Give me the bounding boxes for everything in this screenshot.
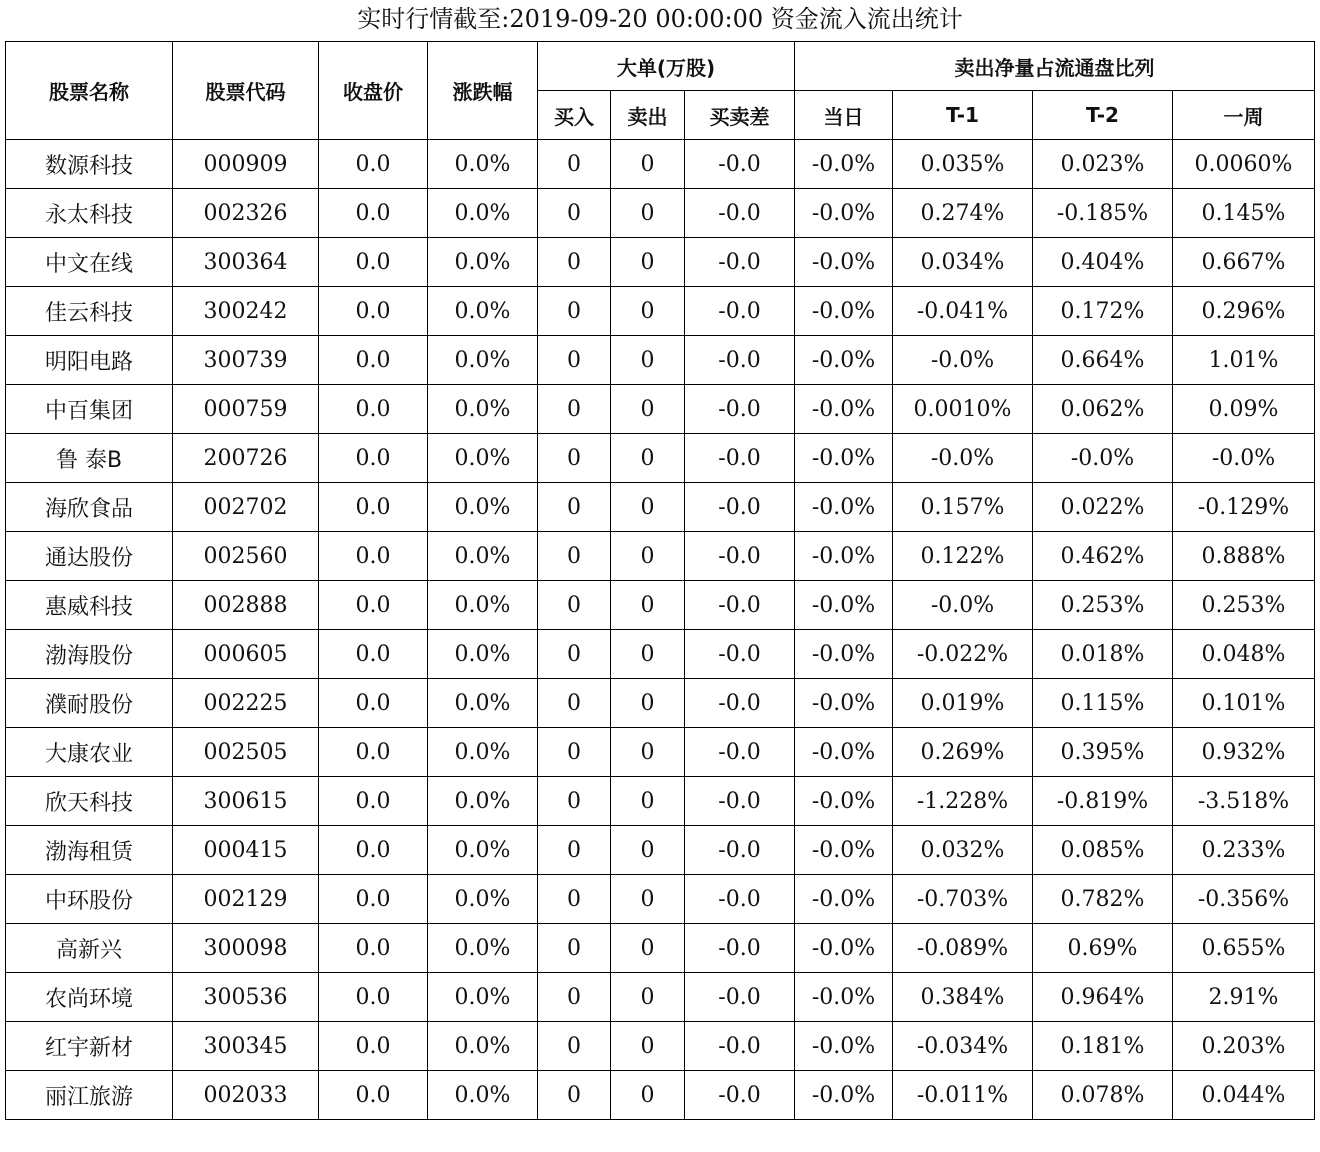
ratio-today: -0.0% xyxy=(795,336,893,385)
ratio-week: 0.048% xyxy=(1173,630,1315,679)
ratio-t2: 0.062% xyxy=(1033,385,1173,434)
stock-code-link[interactable]: 002505 xyxy=(173,728,319,777)
ratio-week: 0.101% xyxy=(1173,679,1315,728)
stock-code-link[interactable]: 300615 xyxy=(173,777,319,826)
stock-code-link[interactable]: 300739 xyxy=(173,336,319,385)
change-pct: 0.0% xyxy=(428,924,538,973)
change-pct: 0.0% xyxy=(428,630,538,679)
table-row xyxy=(6,826,1315,875)
change-pct: 0.0% xyxy=(428,483,538,532)
change-pct: 0.0% xyxy=(428,189,538,238)
stock-code-link[interactable]: 300098 xyxy=(173,924,319,973)
ratio-today: -0.0% xyxy=(795,581,893,630)
ratio-today: -0.0% xyxy=(795,777,893,826)
ratio-today: -0.0% xyxy=(795,973,893,1022)
big-order-buy: 0 xyxy=(538,630,611,679)
ratio-t1: -0.089% xyxy=(893,924,1033,973)
big-order-diff: -0.0 xyxy=(685,875,795,924)
close-price: 0.0 xyxy=(319,924,428,973)
big-order-sell: 0 xyxy=(611,875,685,924)
ratio-t1: 0.032% xyxy=(893,826,1033,875)
big-order-diff: -0.0 xyxy=(685,679,795,728)
stock-name-link[interactable]: 惠威科技 xyxy=(6,581,173,630)
big-order-buy: 0 xyxy=(538,434,611,483)
stock-name-link[interactable]: 红宇新材 xyxy=(6,1022,173,1071)
change-pct: 0.0% xyxy=(428,287,538,336)
ratio-t1: -0.011% xyxy=(893,1071,1033,1120)
big-order-diff: -0.0 xyxy=(685,287,795,336)
table-row xyxy=(6,1071,1315,1120)
change-pct: 0.0% xyxy=(428,434,538,483)
stock-name-link[interactable]: 通达股份 xyxy=(6,532,173,581)
ratio-t1: -0.034% xyxy=(893,1022,1033,1071)
stock-code-link[interactable]: 002560 xyxy=(173,532,319,581)
big-order-diff: -0.0 xyxy=(685,532,795,581)
table-row xyxy=(6,140,1315,189)
stock-name-link[interactable]: 中文在线 xyxy=(6,238,173,287)
big-order-diff: -0.0 xyxy=(685,238,795,287)
big-order-sell: 0 xyxy=(611,581,685,630)
ratio-week: 0.655% xyxy=(1173,924,1315,973)
big-order-diff: -0.0 xyxy=(685,924,795,973)
ratio-t2: 0.395% xyxy=(1033,728,1173,777)
ratio-t2: 0.022% xyxy=(1033,483,1173,532)
ratio-week: 0.203% xyxy=(1173,1022,1315,1071)
stock-code-link[interactable]: 300242 xyxy=(173,287,319,336)
stock-name-link[interactable]: 渤海股份 xyxy=(6,630,173,679)
big-order-buy: 0 xyxy=(538,826,611,875)
ratio-t1: 0.274% xyxy=(893,189,1033,238)
big-order-buy: 0 xyxy=(538,287,611,336)
ratio-t2: -0.819% xyxy=(1033,777,1173,826)
ratio-t2: 0.253% xyxy=(1033,581,1173,630)
ratio-t1: -0.0% xyxy=(893,581,1033,630)
big-order-diff: -0.0 xyxy=(685,581,795,630)
ratio-t1: 0.0010% xyxy=(893,385,1033,434)
stock-name-link[interactable]: 大康农业 xyxy=(6,728,173,777)
ratio-week: 1.01% xyxy=(1173,336,1315,385)
big-order-buy: 0 xyxy=(538,973,611,1022)
change-pct: 0.0% xyxy=(428,973,538,1022)
stock-code-link[interactable]: 300345 xyxy=(173,1022,319,1071)
stock-name-link[interactable]: 丽江旅游 xyxy=(6,1071,173,1120)
stock-code-link[interactable]: 300364 xyxy=(173,238,319,287)
close-price: 0.0 xyxy=(319,287,428,336)
ratio-today: -0.0% xyxy=(795,434,893,483)
ratio-t1: 0.384% xyxy=(893,973,1033,1022)
stock-name-link[interactable]: 农尚环境 xyxy=(6,973,173,1022)
big-order-sell: 0 xyxy=(611,189,685,238)
ratio-week: 0.233% xyxy=(1173,826,1315,875)
ratio-t1: -0.041% xyxy=(893,287,1033,336)
change-pct: 0.0% xyxy=(428,679,538,728)
close-price: 0.0 xyxy=(319,1071,428,1120)
table-row xyxy=(6,728,1315,777)
big-order-sell: 0 xyxy=(611,238,685,287)
ratio-t2: 0.172% xyxy=(1033,287,1173,336)
col-header-diff: 买卖差 xyxy=(685,91,795,140)
ratio-week: 0.0060% xyxy=(1173,140,1315,189)
stock-code-link[interactable]: 002129 xyxy=(173,875,319,924)
close-price: 0.0 xyxy=(319,1022,428,1071)
big-order-diff: -0.0 xyxy=(685,483,795,532)
table-row xyxy=(6,630,1315,679)
ratio-week: 0.09% xyxy=(1173,385,1315,434)
big-order-diff: -0.0 xyxy=(685,1071,795,1120)
change-pct: 0.0% xyxy=(428,385,538,434)
change-pct: 0.0% xyxy=(428,1022,538,1071)
big-order-sell: 0 xyxy=(611,826,685,875)
change-pct: 0.0% xyxy=(428,238,538,287)
ratio-today: -0.0% xyxy=(795,238,893,287)
ratio-today: -0.0% xyxy=(795,630,893,679)
ratio-week: 0.145% xyxy=(1173,189,1315,238)
change-pct: 0.0% xyxy=(428,875,538,924)
stock-code-link[interactable]: 000415 xyxy=(173,826,319,875)
ratio-t1: -0.0% xyxy=(893,434,1033,483)
ratio-today: -0.0% xyxy=(795,875,893,924)
stock-code-link[interactable]: 002702 xyxy=(173,483,319,532)
big-order-sell: 0 xyxy=(611,973,685,1022)
ratio-t2: 0.69% xyxy=(1033,924,1173,973)
close-price: 0.0 xyxy=(319,973,428,1022)
close-price: 0.0 xyxy=(319,336,428,385)
ratio-today: -0.0% xyxy=(795,385,893,434)
ratio-week: -3.518% xyxy=(1173,777,1315,826)
ratio-t2: 0.462% xyxy=(1033,532,1173,581)
ratio-t1: 0.034% xyxy=(893,238,1033,287)
ratio-week: -0.356% xyxy=(1173,875,1315,924)
big-order-diff: -0.0 xyxy=(685,336,795,385)
table-row xyxy=(6,336,1315,385)
table-row xyxy=(6,875,1315,924)
table-row xyxy=(6,287,1315,336)
change-pct: 0.0% xyxy=(428,140,538,189)
big-order-buy: 0 xyxy=(538,483,611,532)
ratio-t2: 0.115% xyxy=(1033,679,1173,728)
big-order-sell: 0 xyxy=(611,679,685,728)
ratio-today: -0.0% xyxy=(795,679,893,728)
big-order-buy: 0 xyxy=(538,532,611,581)
change-pct: 0.0% xyxy=(428,336,538,385)
ratio-t2: 0.078% xyxy=(1033,1071,1173,1120)
big-order-diff: -0.0 xyxy=(685,826,795,875)
stock-code-link[interactable]: 000605 xyxy=(173,630,319,679)
ratio-t2: 0.181% xyxy=(1033,1022,1173,1071)
col-header-close: 收盘价 xyxy=(319,42,428,140)
ratio-week: -0.129% xyxy=(1173,483,1315,532)
stock-name-link[interactable]: 高新兴 xyxy=(6,924,173,973)
fund-flow-table xyxy=(5,41,1315,1120)
col-header-change: 涨跌幅 xyxy=(428,42,538,140)
ratio-t2: -0.185% xyxy=(1033,189,1173,238)
stock-code-link[interactable]: 200726 xyxy=(173,434,319,483)
ratio-week: 0.253% xyxy=(1173,581,1315,630)
stock-code-link[interactable]: 002225 xyxy=(173,679,319,728)
big-order-buy: 0 xyxy=(538,140,611,189)
ratio-week: 0.888% xyxy=(1173,532,1315,581)
big-order-buy: 0 xyxy=(538,679,611,728)
table-row xyxy=(6,581,1315,630)
stock-name-link[interactable]: 中环股份 xyxy=(6,875,173,924)
big-order-sell: 0 xyxy=(611,287,685,336)
ratio-t2: 0.404% xyxy=(1033,238,1173,287)
stock-code-link[interactable]: 300536 xyxy=(173,973,319,1022)
ratio-t2: -0.0% xyxy=(1033,434,1173,483)
big-order-sell: 0 xyxy=(611,532,685,581)
big-order-diff: -0.0 xyxy=(685,973,795,1022)
close-price: 0.0 xyxy=(319,581,428,630)
big-order-buy: 0 xyxy=(538,728,611,777)
big-order-sell: 0 xyxy=(611,140,685,189)
ratio-t2: 0.018% xyxy=(1033,630,1173,679)
big-order-diff: -0.0 xyxy=(685,728,795,777)
ratio-week: 2.91% xyxy=(1173,973,1315,1022)
big-order-buy: 0 xyxy=(538,875,611,924)
col-header-name: 股票名称 xyxy=(6,42,173,140)
change-pct: 0.0% xyxy=(428,728,538,777)
ratio-t2: 0.782% xyxy=(1033,875,1173,924)
close-price: 0.0 xyxy=(319,875,428,924)
ratio-week: -0.0% xyxy=(1173,434,1315,483)
stock-code-link[interactable]: 002033 xyxy=(173,1071,319,1120)
stock-name-link[interactable]: 海欣食品 xyxy=(6,483,173,532)
table-row xyxy=(6,385,1315,434)
table-row xyxy=(6,973,1315,1022)
ratio-today: -0.0% xyxy=(795,140,893,189)
table-row xyxy=(6,434,1315,483)
big-order-diff: -0.0 xyxy=(685,1022,795,1071)
ratio-today: -0.0% xyxy=(795,826,893,875)
stock-code-link[interactable]: 000909 xyxy=(173,140,319,189)
close-price: 0.0 xyxy=(319,434,428,483)
ratio-today: -0.0% xyxy=(795,287,893,336)
col-header-t2: T-2 xyxy=(1033,91,1173,140)
ratio-today: -0.0% xyxy=(795,924,893,973)
big-order-buy: 0 xyxy=(538,1071,611,1120)
ratio-t1: -0.0% xyxy=(893,336,1033,385)
big-order-buy: 0 xyxy=(538,238,611,287)
stock-code-link[interactable]: 002326 xyxy=(173,189,319,238)
big-order-sell: 0 xyxy=(611,385,685,434)
big-order-buy: 0 xyxy=(538,189,611,238)
big-order-buy: 0 xyxy=(538,581,611,630)
stock-name-link[interactable]: 中百集团 xyxy=(6,385,173,434)
big-order-diff: -0.0 xyxy=(685,140,795,189)
big-order-buy: 0 xyxy=(538,777,611,826)
ratio-week: 0.932% xyxy=(1173,728,1315,777)
stock-name-link[interactable]: 濮耐股份 xyxy=(6,679,173,728)
ratio-t1: 0.269% xyxy=(893,728,1033,777)
stock-name-link[interactable]: 佳云科技 xyxy=(6,287,173,336)
big-order-diff: -0.0 xyxy=(685,434,795,483)
big-order-sell: 0 xyxy=(611,336,685,385)
big-order-sell: 0 xyxy=(611,777,685,826)
table-row xyxy=(6,1022,1315,1071)
close-price: 0.0 xyxy=(319,385,428,434)
ratio-today: -0.0% xyxy=(795,189,893,238)
group-header-net-ratio: 卖出净量占流通盘比列 xyxy=(795,42,1315,91)
close-price: 0.0 xyxy=(319,728,428,777)
group-header-big-order: 大单(万股) xyxy=(538,42,795,91)
big-order-buy: 0 xyxy=(538,924,611,973)
big-order-sell: 0 xyxy=(611,434,685,483)
table-row xyxy=(6,483,1315,532)
close-price: 0.0 xyxy=(319,777,428,826)
stock-name-link[interactable]: 数源科技 xyxy=(6,140,173,189)
close-price: 0.0 xyxy=(319,140,428,189)
col-header-sell: 卖出 xyxy=(611,91,685,140)
stock-code-link[interactable]: 000759 xyxy=(173,385,319,434)
stock-name-link[interactable]: 欣天科技 xyxy=(6,777,173,826)
col-header-t1: T-1 xyxy=(893,91,1033,140)
ratio-t1: 0.157% xyxy=(893,483,1033,532)
ratio-today: -0.0% xyxy=(795,1071,893,1120)
change-pct: 0.0% xyxy=(428,532,538,581)
big-order-diff: -0.0 xyxy=(685,385,795,434)
stock-name-link[interactable]: 明阳电路 xyxy=(6,336,173,385)
big-order-buy: 0 xyxy=(538,385,611,434)
big-order-diff: -0.0 xyxy=(685,630,795,679)
big-order-buy: 0 xyxy=(538,336,611,385)
ratio-week: 0.296% xyxy=(1173,287,1315,336)
big-order-buy: 0 xyxy=(538,1022,611,1071)
header-row-top xyxy=(6,42,1315,91)
table-row xyxy=(6,532,1315,581)
ratio-t1: -0.703% xyxy=(893,875,1033,924)
ratio-week: 0.667% xyxy=(1173,238,1315,287)
ratio-today: -0.0% xyxy=(795,483,893,532)
ratio-t1: -0.022% xyxy=(893,630,1033,679)
big-order-sell: 0 xyxy=(611,1022,685,1071)
table-row xyxy=(6,924,1315,973)
close-price: 0.0 xyxy=(319,679,428,728)
big-order-diff: -0.0 xyxy=(685,777,795,826)
change-pct: 0.0% xyxy=(428,777,538,826)
close-price: 0.0 xyxy=(319,238,428,287)
ratio-t1: 0.019% xyxy=(893,679,1033,728)
change-pct: 0.0% xyxy=(428,826,538,875)
close-price: 0.0 xyxy=(319,826,428,875)
big-order-sell: 0 xyxy=(611,924,685,973)
big-order-sell: 0 xyxy=(611,728,685,777)
ratio-today: -0.0% xyxy=(795,1022,893,1071)
col-header-code: 股票代码 xyxy=(173,42,319,140)
ratio-t1: 0.035% xyxy=(893,140,1033,189)
table-row xyxy=(6,238,1315,287)
close-price: 0.0 xyxy=(319,630,428,679)
ratio-t1: 0.122% xyxy=(893,532,1033,581)
close-price: 0.0 xyxy=(319,532,428,581)
ratio-t1: -1.228% xyxy=(893,777,1033,826)
ratio-t2: 0.664% xyxy=(1033,336,1173,385)
table-body xyxy=(6,140,1315,1120)
big-order-sell: 0 xyxy=(611,1071,685,1120)
ratio-week: 0.044% xyxy=(1173,1071,1315,1120)
page-title: 实时行情截至:2019-09-20 00:00:00 资金流入流出统计 xyxy=(357,5,963,33)
ratio-t2: 0.085% xyxy=(1033,826,1173,875)
big-order-sell: 0 xyxy=(611,630,685,679)
col-header-week: 一周 xyxy=(1173,91,1315,140)
ratio-t2: 0.964% xyxy=(1033,973,1173,1022)
ratio-t2: 0.023% xyxy=(1033,140,1173,189)
table-row xyxy=(6,679,1315,728)
col-header-today: 当日 xyxy=(795,91,893,140)
big-order-sell: 0 xyxy=(611,483,685,532)
table-row xyxy=(6,777,1315,826)
change-pct: 0.0% xyxy=(428,581,538,630)
ratio-today: -0.0% xyxy=(795,532,893,581)
big-order-diff: -0.0 xyxy=(685,189,795,238)
stock-code-link[interactable]: 002888 xyxy=(173,581,319,630)
ratio-today: -0.0% xyxy=(795,728,893,777)
close-price: 0.0 xyxy=(319,483,428,532)
stock-name-link[interactable]: 渤海租赁 xyxy=(6,826,173,875)
stock-name-link[interactable]: 永太科技 xyxy=(6,189,173,238)
col-header-buy: 买入 xyxy=(538,91,611,140)
table-row xyxy=(6,189,1315,238)
stock-name-link[interactable]: 鲁 泰B xyxy=(6,434,173,483)
close-price: 0.0 xyxy=(319,189,428,238)
change-pct: 0.0% xyxy=(428,1071,538,1120)
